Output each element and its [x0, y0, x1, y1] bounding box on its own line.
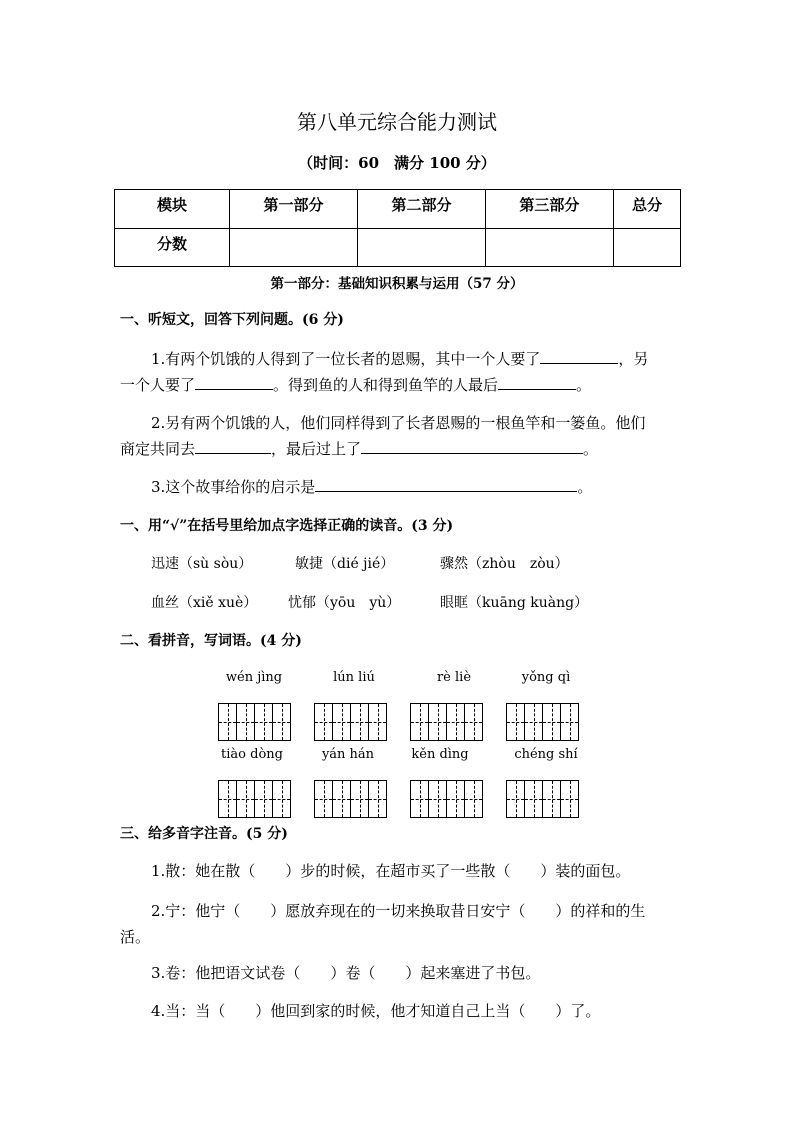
polyphone-question-2-cont: 活。: [120, 928, 151, 946]
answer-blank[interactable]: [498, 375, 576, 390]
question-text: 商定共同去: [120, 440, 196, 458]
writing-grid[interactable]: [218, 780, 291, 818]
question-3: [151, 476, 592, 497]
score-table-header: 第一部分: [230, 190, 358, 229]
pronunciation-item: 眼眶（kuāng kuàng）: [440, 595, 589, 611]
polyphone-question-1: 1.散：她在散（ ）步的时候，在超市买了一些散（ ）装的面包。: [151, 862, 631, 880]
section4-heading: 三、给多音字注音。(5 分): [120, 826, 288, 842]
pronunciation-item: 忧郁（yōu yù）: [288, 595, 401, 611]
polyphone-question-2: 2.宁：他宁（ ）愿放弃现在的一切来换取昔日安宁（ ）的祥和的生: [151, 902, 646, 920]
question-text: 。: [583, 440, 599, 458]
score-cell[interactable]: [485, 228, 613, 267]
pinyin-label: tiào dòng: [221, 747, 283, 762]
question-1-line-1: [151, 348, 648, 369]
score-table: [114, 189, 681, 267]
writing-grid[interactable]: [410, 703, 483, 741]
answer-blank[interactable]: [540, 349, 618, 364]
pronunciation-item: 敏捷（dié jié）: [295, 556, 395, 572]
score-table-header: 总分: [613, 190, 680, 229]
pinyin-label: yán hán: [321, 747, 375, 762]
question-text: ，另: [618, 350, 649, 368]
score-row-label: 分数: [115, 228, 230, 267]
pinyin-label: wén jìng: [225, 670, 283, 685]
section1-heading: 一、听短文，回答下列问题。(6 分): [120, 312, 344, 328]
question-text: ，最后过上了: [271, 440, 362, 458]
section3-heading: 二、看拼音，写词语。(4 分): [120, 633, 302, 649]
section2-heading: 一、用“√”在括号里给加点字选择正确的读音。(3 分): [120, 518, 454, 534]
pinyin-label: lún liú: [333, 670, 375, 685]
answer-blank[interactable]: [361, 439, 583, 454]
writing-grid[interactable]: [506, 703, 579, 741]
score-cell[interactable]: [357, 228, 485, 267]
part1-title: 第一部分：基础知识积累与运用（57 分）: [270, 276, 524, 292]
question-2-line-2: [120, 438, 598, 459]
score-cell[interactable]: [230, 228, 358, 267]
score-cell[interactable]: [613, 228, 680, 267]
question-1-line-2: [120, 374, 591, 395]
answer-blank[interactable]: [195, 439, 271, 454]
page-title: 第八单元综合能力测试: [297, 110, 497, 134]
score-table-header: 第三部分: [485, 190, 613, 229]
question-text: 。得到鱼的人和得到鱼竿的人最后: [273, 376, 499, 394]
writing-grid[interactable]: [314, 703, 387, 741]
polyphone-question-4: 4.当：当（ ）他回到家的时候，他才知道自己上当（ ）了。: [151, 1002, 601, 1020]
pronunciation-item: 骤然（zhòu zòu）: [440, 556, 569, 572]
question-text: 1.有两个饥饿的人得到了一位长者的恩赐，其中一个人要了: [151, 350, 541, 368]
writing-grid[interactable]: [218, 703, 291, 741]
question-text: 。: [577, 478, 593, 496]
writing-grid[interactable]: [314, 780, 387, 818]
pinyin-label: rè liè: [436, 670, 472, 685]
writing-grid[interactable]: [506, 780, 579, 818]
score-table-header-row: [115, 190, 681, 229]
pinyin-label: kěn dìng: [411, 747, 469, 762]
writing-grid[interactable]: [410, 780, 483, 818]
pronunciation-item: 血丝（xiě xuè）: [151, 595, 258, 611]
score-table-row: [115, 228, 681, 267]
question-text: 3.这个故事给你的启示是: [151, 478, 316, 496]
pinyin-label: chéng shí: [514, 747, 578, 762]
exam-info: （时间：60 满分 100 分）: [298, 154, 496, 172]
score-table-header: 第二部分: [357, 190, 485, 229]
question-text: 。: [576, 376, 592, 394]
answer-blank[interactable]: [195, 375, 273, 390]
polyphone-question-3: 3.卷：他把语文试卷（ ）卷（ ）起来塞进了书包。: [151, 964, 541, 982]
question-2-line-1: 2.另有两个饥饿的人，他们同样得到了长者恩赐的一根鱼竿和一篓鱼。他们: [151, 414, 646, 432]
pinyin-label: yǒng qì: [521, 670, 571, 685]
answer-blank[interactable]: [315, 477, 577, 492]
pronunciation-item: 迅速（sù sòu）: [151, 556, 253, 572]
question-text: 一个人要了: [120, 376, 196, 394]
score-table-header: 模块: [115, 190, 230, 229]
